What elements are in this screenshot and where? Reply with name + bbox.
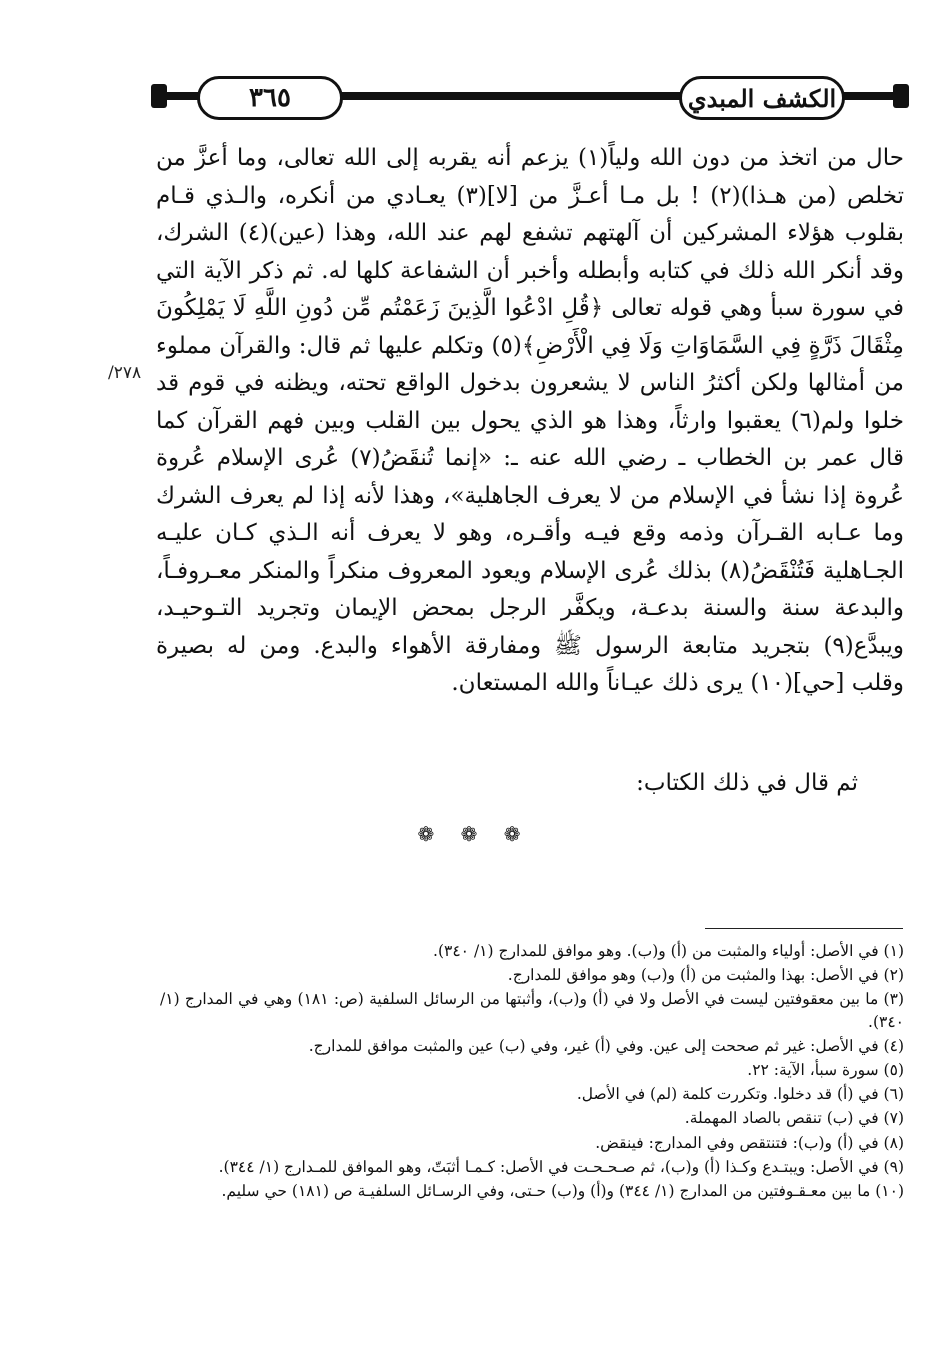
- section-separator: ❁ ❁ ❁: [417, 822, 531, 846]
- footnote-2: (٢) في الأصل: بهذا والمثبت من (أ) و(ب) وهو موافق للمدارج.: [507, 966, 904, 985]
- header-rule-cap-right: [893, 84, 909, 108]
- footnote-3: (٣) ما بين معقوفتين ليست في الأصل ولا في (أ) و(ب)، وأثبتها من الرسائل السلفية (ص: ١٨١) وهي في المدارج (١/ ٣٤٠).: [160, 990, 904, 1031]
- footnote-7: (٧) في (ب) تنقص بالصاد المهملة.: [684, 1109, 904, 1128]
- book-title: الكشف المبدي: [679, 76, 845, 120]
- footnote-6: (٦) في (أ) قد دخلوا. وتكررت كلمة (لم) في الأصل.: [576, 1085, 904, 1104]
- footnote-8: (٨) في (أ) و(ب): فتنتقص وفي المدارج: فينقض.: [595, 1133, 904, 1152]
- closing-line: ثم قال في ذلك الكتاب:: [636, 770, 858, 796]
- main-text: [156, 140, 904, 703]
- footnote-1: (١) في الأصل: أولياء والمثبت من (أ) و(ب). وهو موافق للمدارج (١/ ٣٤٠).: [433, 942, 904, 960]
- page-header: [155, 72, 905, 124]
- footnote-4: (٤) في الأصل: غير ثم صححت إلى عين. وفي (أ) غير، وفي (ب) عين والمثبت موافق للمدارج.: [308, 1036, 904, 1055]
- body-paragraph: حال من اتخذ من دون الله ولياً(١) يزعم أنه يقربه إلى الله تعالى، وما أعزَّ من تخلص (من هـذا)(٢) ! بل مـا أعـزَّ من [لا](٣) يعـادي من أنكره، والـذي قـام بقلوب هؤلاء المشركين أن آلهتهم تشفع لهم عند الله، وهذا (عين)(٤) الشرك، وقد أنكر الله ذلك في كتابه وأبطله وأخبر أن الشفاعة كلها له. ثم ذكر الآية التي في سورة سبأ وهي قوله تعالى ﴿قُلِ ادْعُوا الَّذِينَ زَعَمْتُم مِّن دُونِ اللَّهِ لَا يَمْلِكُونَ مِثْقَالَ ذَرَّةٍ فِي السَّمَاوَاتِ وَلَا فِي الْأَرْضِ﴾(٥) وتكلم عليها ثم قال: والقرآن مملوء من أمثالها ولكن أكثرُ الناس لا يشعرون بدخول الواقع تحته، ويظنه في قوم قد خلوا ولم(٦) يعقبوا وارثاً، وهذا هو الذي يحول بين القلب وبين فهم القرآن كما قال عمر بن الخطاب ـ رضي الله عنه ـ: «إنما تُنقَضُ(٧) عُرى الإسلام عُروة عُروة إذا نشأ في الإسلام من لا يعرف الجاهلية»، وهذا لأنه إذا لم يعرف الشرك وما عـابه القـرآن وذمه وقع فيـه وأقـره، وهو لا يعرف أنه الـذي كـان عليـه الجـاهلية فَتُنْقَضُ(٨) بذلك عُرى الإسلام ويعود المعروف منكراً والمنكر معـروفـاً، والبدعة سنة والسنة بدعـة، ويكفَّر الرجل بمحض الإيمان وتجريد التـوحيـد، ويبدَّع(٩) بتجريد متابعة الرسول ﷺ ومفارقة الأهواء والبدع. ومن له بصيرة وقلب [حي](١٠) يرى ذلك عيـاناً والله المستعان.: [156, 145, 905, 696]
- footnote-9: (٩) في الأصل: ويبتـدع وكـذا (أ) و(ب)، ثم صـحـحـت في الأصل: كـمـا أثبَتّ، وهو الموافق للمـدارج (١/ ٣٤٤).: [218, 1157, 904, 1176]
- footnotes: [160, 940, 904, 1204]
- page-number: ٣٦٥: [197, 76, 343, 120]
- margin-page-reference: ٢٧٨/: [108, 363, 142, 383]
- footnote-divider: [705, 928, 903, 929]
- footnote-5: (٥) سورة سبأ، الآية: ٢٢.: [747, 1061, 904, 1080]
- header-rule-cap-left: [151, 84, 167, 108]
- footnote-10: (١٠) ما بين معـقـوفتين من المدارج (١/ ٣٤٤) و(أ) و(ب) حـتى، وفي الرسـائل السلفيـة ص (١٨١) حي سليم.: [221, 1182, 904, 1201]
